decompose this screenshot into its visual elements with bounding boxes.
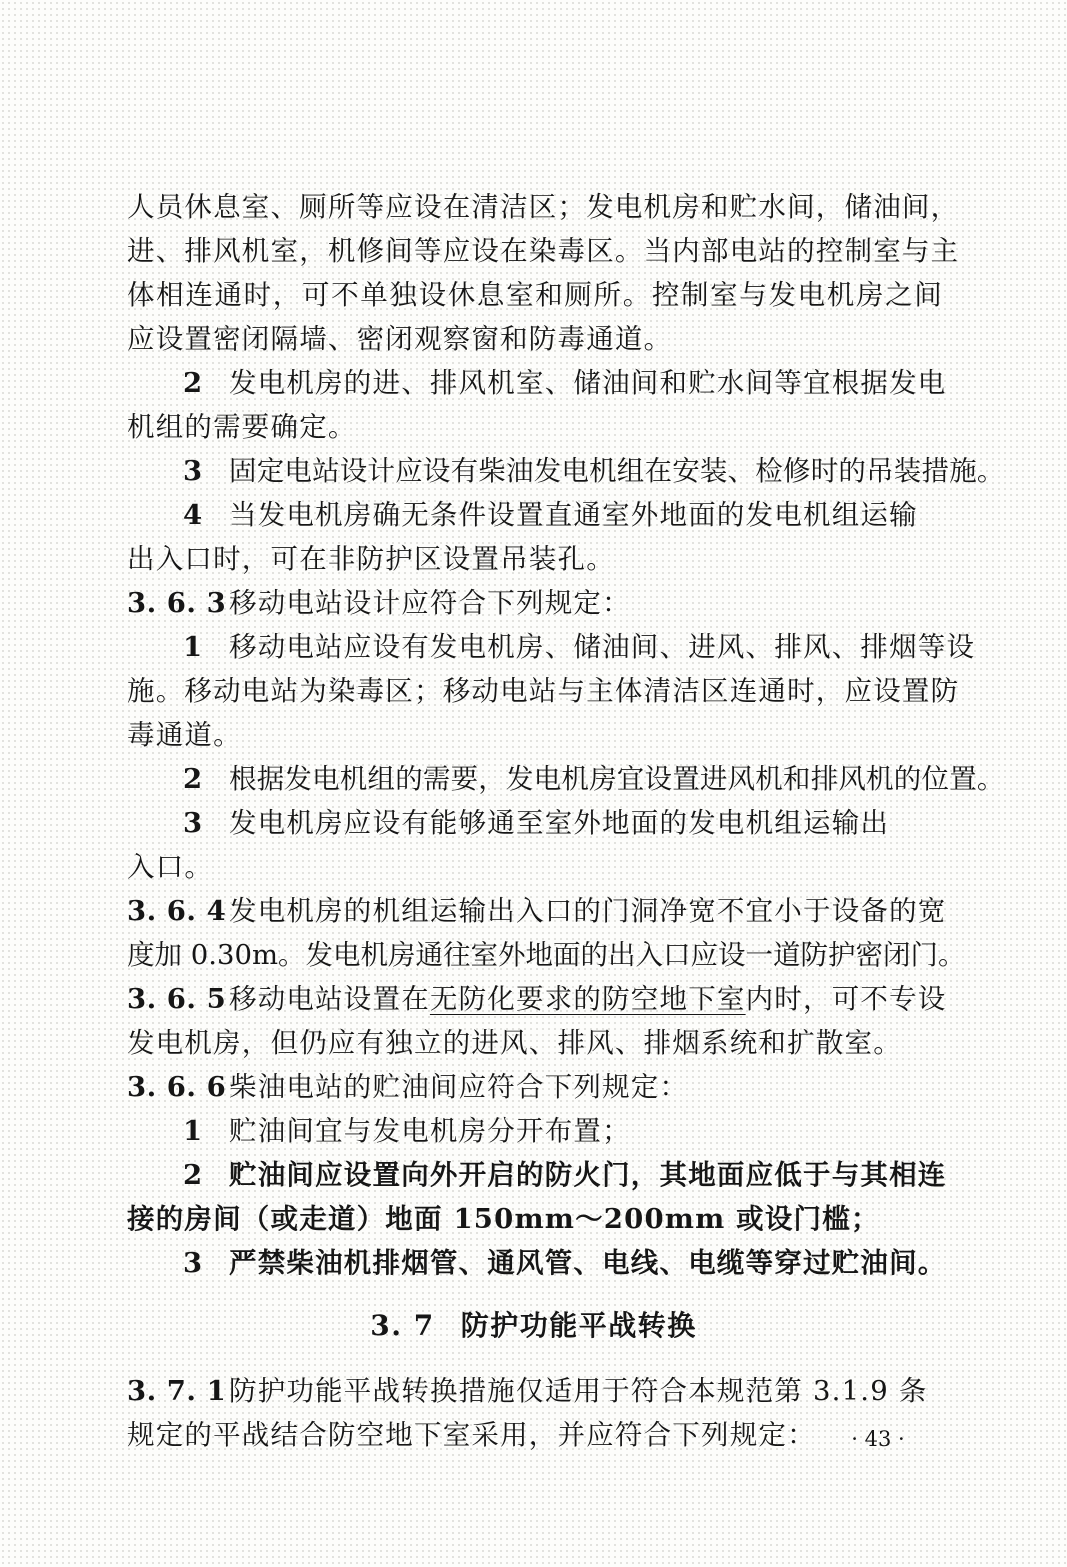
item-number: 2 xyxy=(183,763,203,795)
item-text: 移动电站应设有发电机房、储油间、进风、排风、排烟等设 xyxy=(229,631,976,663)
clause-number: 3. 6. 5 xyxy=(127,983,227,1015)
text-line: 发电机房，但仍应有独立的进风、排风、排烟系统和扩散室。 xyxy=(127,1027,902,1059)
clause-number: 3. 6. 6 xyxy=(127,1071,227,1103)
text-line: 施。移动电站为染毒区；移动电站与主体清洁区连通时，应设置防 xyxy=(127,675,960,707)
clause-text: 发电机房的机组运输出入口的门洞净宽不宜小于设备的宽 xyxy=(229,895,947,927)
text-line: 应设置密闭隔墙、密闭观察窗和防毒通道。 xyxy=(127,323,673,355)
clause-heading xyxy=(127,581,943,625)
item-number: 2 xyxy=(183,367,204,399)
item-text: 固定电站设计应设有柴油发电机组在安装、检修时的吊装措施。 xyxy=(229,455,1005,487)
clause-number: 3. 6. 3 xyxy=(127,587,227,619)
clause-heading xyxy=(127,1065,943,1109)
text-line: 度加 0.30m。发电机房通往室外地面的出入口应设一道防护密闭门。 xyxy=(127,939,966,971)
list-item xyxy=(183,493,943,537)
item-number: 3 xyxy=(183,807,204,839)
text-line: 规定的平战结合防空地下室采用，并应符合下列规定： xyxy=(127,1419,816,1451)
item-number: 2 xyxy=(183,1159,204,1191)
section-title: 防护功能平战转换 xyxy=(460,1309,697,1342)
item-text: 贮油间应设置向外开启的防火门，其地面应低于与其相连 xyxy=(229,1159,947,1191)
clause-heading xyxy=(127,1369,943,1413)
clause-text: 内时，可不专设 xyxy=(745,983,947,1015)
clause-heading xyxy=(127,977,947,1021)
item-number: 1 xyxy=(183,1115,204,1147)
list-item xyxy=(183,361,947,405)
clause-text: 防护功能平战转换措施仅适用于符合本规范第 3.1.9 条 xyxy=(229,1375,928,1407)
text-line: 进、排风机室，机修间等应设在染毒区。当内部电站的控制室与主 xyxy=(127,235,960,267)
text-line: 入口。 xyxy=(127,851,214,883)
text-line: 体相连通时，可不单独设休息室和厕所。控制室与发电机房之间 xyxy=(127,279,943,311)
clause-text: 移动电站设计应符合下列规定： xyxy=(229,587,631,619)
clause-number: 3. 7. 1 xyxy=(127,1375,227,1407)
item-text: 发电机房的进、排风机室、储油间和贮水间等宜根据发电 xyxy=(229,367,947,399)
text-line: 人员休息室、厕所等应设在清洁区；发电机房和贮水间，储油间， xyxy=(127,191,960,223)
item-number: 3 xyxy=(183,455,203,487)
list-item xyxy=(183,1109,943,1153)
list-item xyxy=(183,1153,947,1197)
clause-text: 柴油电站的贮油间应符合下列规定： xyxy=(229,1071,689,1103)
list-item xyxy=(183,801,943,845)
item-text: 当发电机房确无条件设置直通室外地面的发电机组运输 xyxy=(229,499,918,531)
clause-number: 3. 6. 4 xyxy=(127,895,227,927)
list-item xyxy=(183,1241,947,1285)
section-number: 3. 7 xyxy=(370,1309,435,1342)
page-number: · 43 · xyxy=(851,1427,905,1451)
text-line: 毒通道。 xyxy=(127,719,242,751)
underlined-text: 无防化要求的防空地下室 xyxy=(429,983,746,1015)
clause-heading xyxy=(127,889,947,933)
item-text: 贮油间宜与发电机房分开布置； xyxy=(229,1115,631,1147)
item-text: 根据发电机组的需要，发电机房宜设置进风机和排风机的位置。 xyxy=(229,763,1005,795)
list-item xyxy=(183,625,976,669)
item-text: 严禁柴油机排烟管、通风管、电线、电缆等穿过贮油间。 xyxy=(229,1247,947,1279)
list-item xyxy=(183,449,1005,493)
item-number: 3 xyxy=(183,1247,204,1279)
text-line: 接的房间（或走道）地面 150mm～200mm 或设门槛； xyxy=(127,1203,880,1235)
item-number: 1 xyxy=(183,631,204,663)
item-text: 发电机房应设有能够通至室外地面的发电机组运输出 xyxy=(229,807,890,839)
section-heading xyxy=(0,1304,1067,1348)
text-line: 机组的需要确定。 xyxy=(127,411,357,443)
clause-text: 移动电站设置在 xyxy=(229,983,430,1015)
item-number: 4 xyxy=(183,499,204,531)
text-line: 出入口时，可在非防护区设置吊装孔。 xyxy=(127,543,615,575)
list-item xyxy=(183,757,1005,801)
